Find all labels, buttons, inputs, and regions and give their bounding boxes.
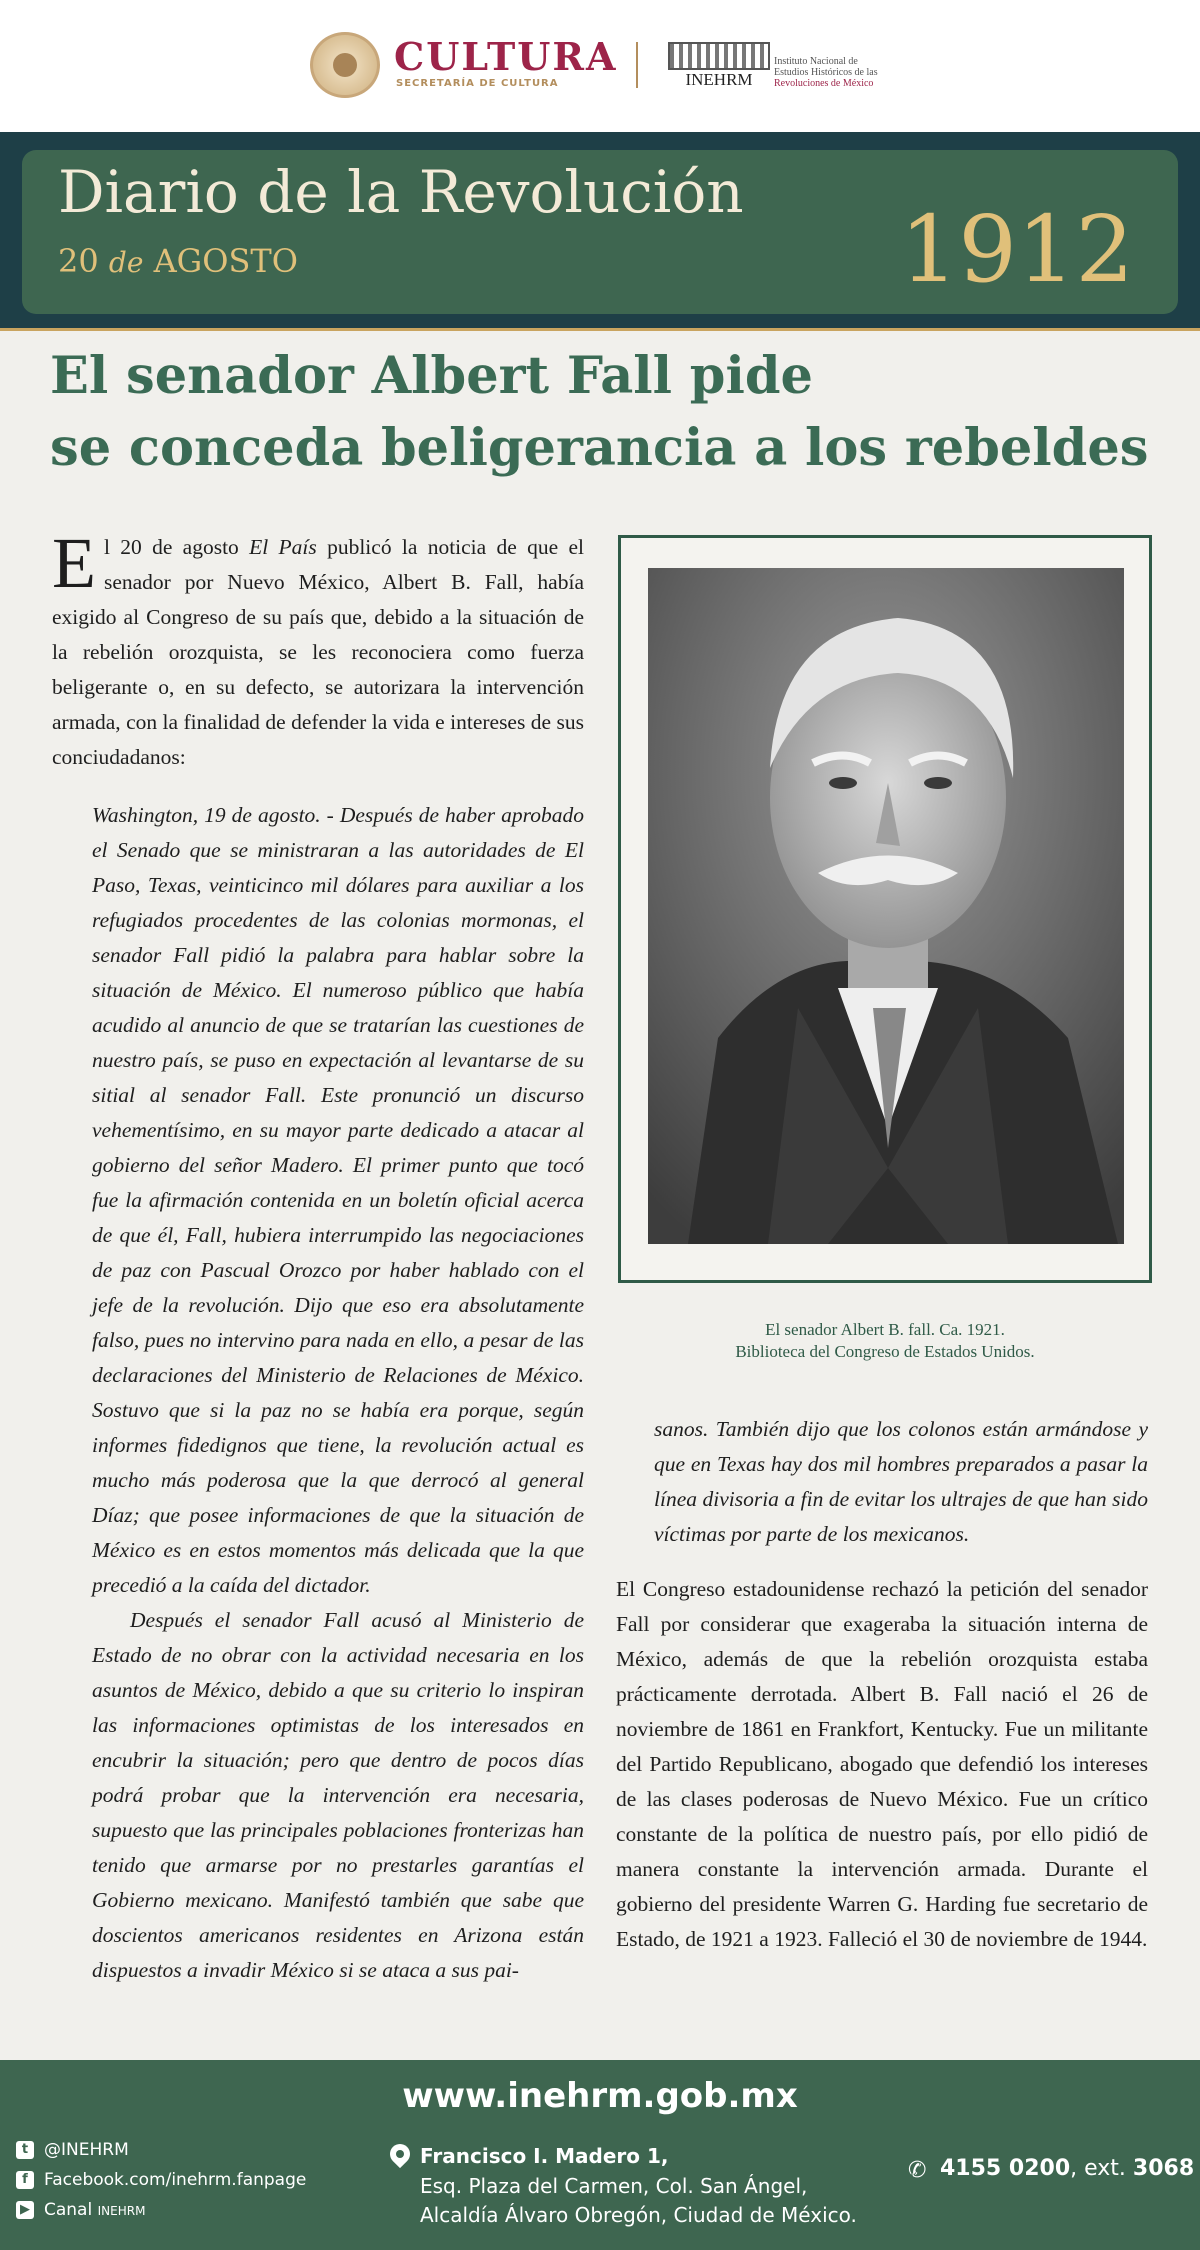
newspaper-name: El País [249, 535, 317, 559]
youtube-icon: ▶ [16, 2201, 34, 2219]
youtube-label: Canal [44, 2200, 93, 2220]
photo-caption: El senador Albert B. fall. Ca. 1921. [765, 1320, 1005, 1339]
institute-name-line: Revoluciones de México [774, 78, 874, 89]
quoted-dispatch [92, 798, 584, 1988]
intro-paragraph [52, 523, 584, 775]
date-line [58, 242, 298, 280]
page-title: Diario de la Revolución [58, 158, 744, 226]
facebook-icon: f [16, 2171, 34, 2189]
facebook-url: Facebook.com/inehrm.fanpage [44, 2170, 307, 2190]
headline-line: se conceda beligerancia a los rebeldes [50, 418, 1149, 478]
logo-divider [636, 42, 638, 88]
ext-label: , ext. [1070, 2156, 1126, 2181]
header-gold-rule [0, 328, 1200, 331]
twitter-icon: t [16, 2141, 34, 2159]
inehrm-logo[interactable]: INEHRM [668, 68, 770, 90]
date-day: 20 [58, 242, 99, 280]
address-line: Alcaldía Álvaro Obregón, Ciudad de México. [420, 2203, 857, 2227]
twitter-link[interactable] [16, 2140, 129, 2160]
quote-continuation: sanos. También dijo que los colonos están armándose y que en Texas hay dos mil hombres preparados a pasar la línea divisoria a fin de evitar los ultrajes de que han sido víctimas por parte de los mexicanos. [654, 1417, 1148, 1546]
cultura-subtitle: SECRETARÍA DE CULTURA [396, 78, 559, 89]
eagle-emblem-icon [333, 53, 357, 77]
quote-paragraph: Washington, 19 de agosto. - Después de haber aprobado el Senado que se ministraran a las autoridades de El Paso, Texas, veinticinco mil dólares para auxiliar a los refugiados procedentes de las colonias mormonas, el senador Fall pidió la palabra para hablar sobre la situación de México. El numeroso público que había acudido al anuncio de que se tratarían las cuestiones de nuestro país, se puso en expectación al levantarse de su sitial al senador Fall. Este pronunció un discurso vehementísimo, en su mayor parte dedicado a atacar al gobierno del señor Madero. El primer punto que tocó fue la afirmación contenida en un boletín oficial acerca de que él, Fall, hubiera interrumpido las negociaciones de paz con Pascual Orozco por haber hablado con el jefe de la revolución. Dijo que eso era absolutamente falso, pues no intervino para nada en ello, a pesar de las declaraciones del Ministerio de Relaciones de México. Sostuvo que si la paz no se había era porque, según informes fidedignos que tiene, la revolución actual es mucho más poderosa que la que derrocó al general Díaz; que posee informaciones de que la situación de México es en estos momentos más delicada que la que precedió a la caída del dictador. [92, 803, 584, 1597]
phone-icon: ✆ [908, 2158, 927, 2183]
headline-line: El senador Albert Fall pide [50, 346, 813, 406]
institute-name-line: Estudios Históricos de las [774, 67, 878, 78]
website-link[interactable]: www.inehrm.gob.mx [402, 2076, 798, 2116]
youtube-link[interactable] [16, 2200, 145, 2220]
phone-number[interactable] [940, 2156, 1194, 2181]
year: 1912 [899, 196, 1134, 303]
portrait-illustration [648, 568, 1124, 1244]
drop-cap: E [52, 523, 96, 603]
twitter-handle: @INEHRM [44, 2140, 129, 2160]
seal-icon [310, 32, 380, 98]
intro-text: publicó la noticia de que el senador por Nuevo México, Albert B. Fall, había exigido al Congreso de su país que, debido a la situación de la rebelión orozquista, se les reconociera como fuerza beligerante o, en su defecto, se autorizara la intervención armada, con la finalidad de defender la vida e intereses de sus conciudadanos: [52, 535, 584, 769]
address-line: Esq. Plaza del Carmen, Col. San Ángel, [420, 2174, 808, 2198]
headline [50, 340, 1160, 484]
youtube-channel: INEHRM [97, 2204, 146, 2218]
quote-paragraph: Después el senador Fall acusó al Ministerio de Estado de no obrar con la actividad necesaria en los asuntos de México, debido a que su criterio lo inspiran las informaciones optimistas de los interesados en encubrir la situación; pero que dentro de pocos días podrá probar que la intervención era necesaria, supuesto que las principales poblaciones fronterizas han tenido que armarse por no prestarles garantías el Gobierno mexicano. Manifestó también que sabe que doscientos americanos residentes en Arizona están dispuestos a invadir México si se ataca a sus pai- [92, 1608, 584, 1982]
institute-name-line: Instituto Nacional de [774, 56, 858, 67]
phone-ext: 3068 [1132, 2156, 1195, 2181]
intro-text: l 20 de agosto [103, 535, 250, 559]
address-line: Francisco I. Madero 1, [420, 2144, 669, 2168]
location-pin-dot [396, 2150, 404, 2158]
cultura-logo[interactable]: CULTURA [394, 34, 618, 79]
phone-main: 4155 0200 [940, 2156, 1071, 2181]
facebook-link[interactable] [16, 2170, 306, 2190]
date-month: AGOSTO [153, 242, 298, 280]
portrait-photo [648, 568, 1124, 1244]
date-de: de [108, 246, 144, 279]
closing-paragraph: El Congreso estadounidense rechazó la petición del senador Fall por considerar que exageraba la situación interna de México, además de que la rebelión orozquista estaba prácticamente derrotada. Albert B. Fall nació el 26 de noviembre de 1861 en Frankfort, Kentucky. Fue un militante del Partido Republicano, abogado que defendió los intereses de las clases poderosas de Nuevo México. Fue un crítico constante de la política de nuestro país, por ello pidió de manera constante la intervención armada. Durante el gobierno del presidente Warren G. Harding fue secretario de Estado, de 1921 a 1923. Falleció el 30 de noviembre de 1944. [616, 1577, 1148, 1951]
photo-credit: Biblioteca del Congreso de Estados Unidos. [735, 1342, 1035, 1361]
